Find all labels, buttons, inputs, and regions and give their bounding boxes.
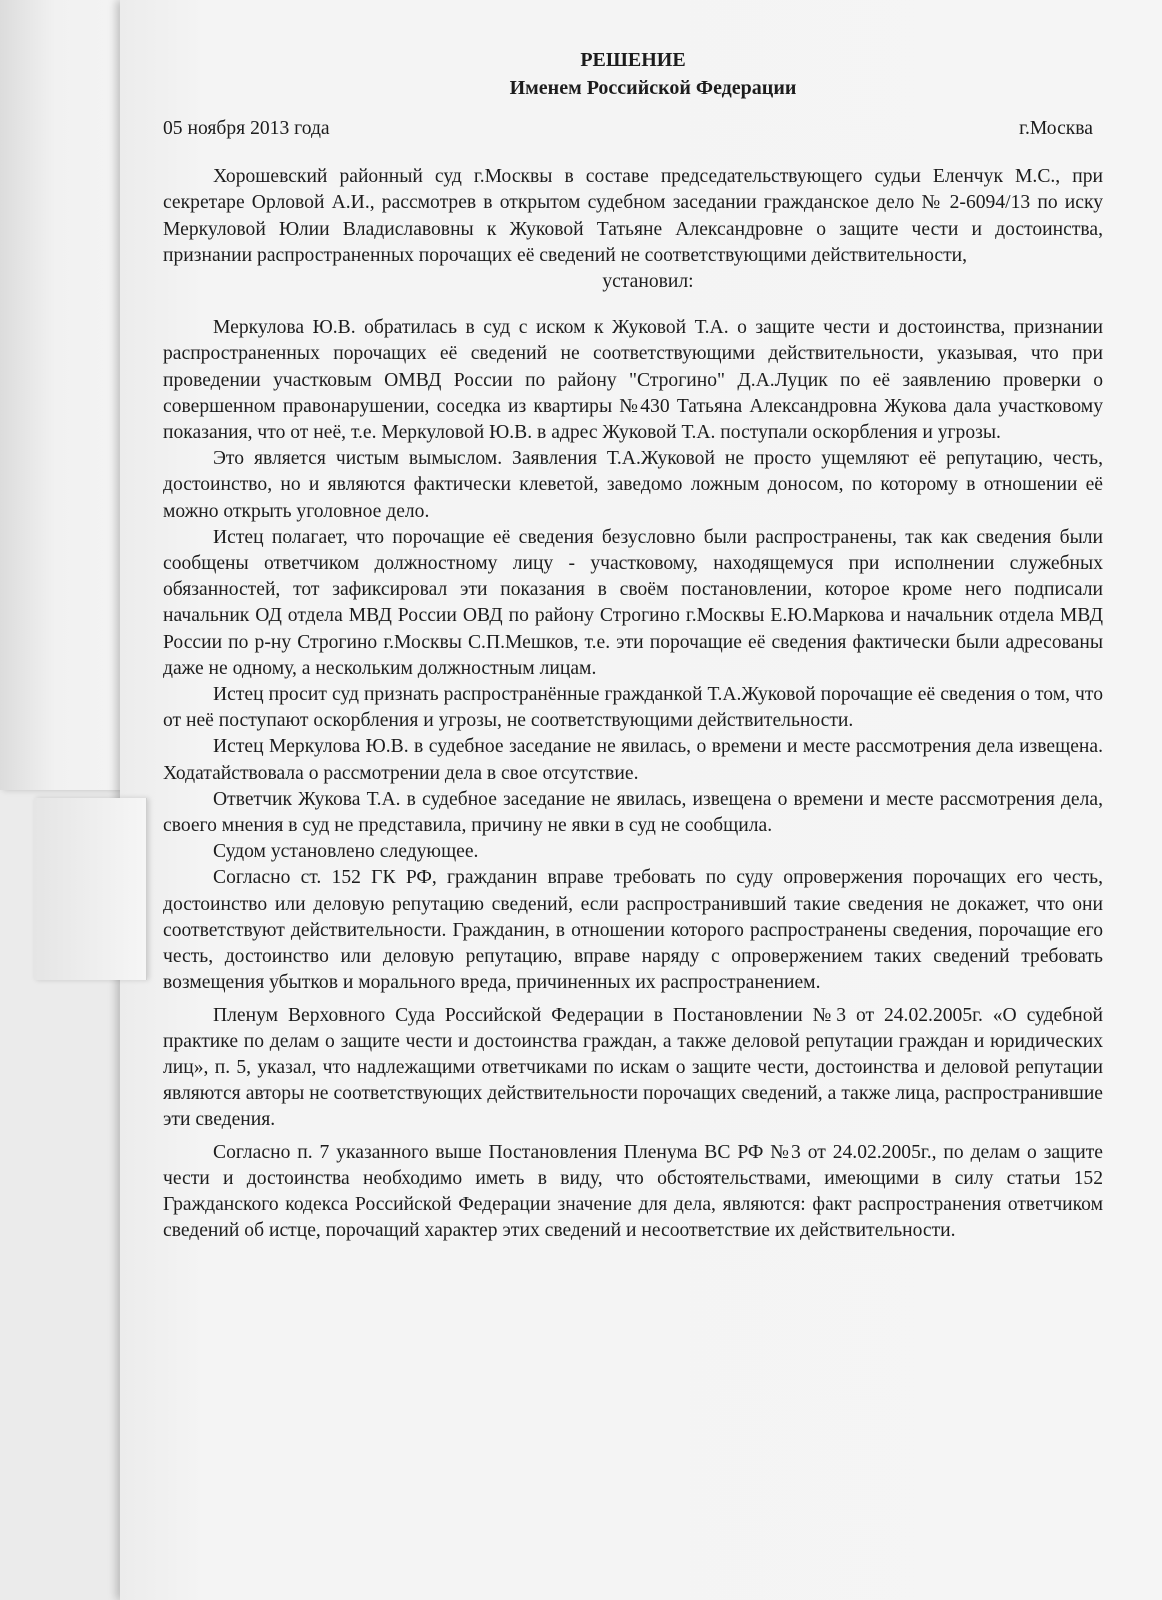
paragraph-request: Истец просит суд признать распространённые гражданкой Т.А.Жуковой порочащие её сведения о том, что от неё поступают оскорбления и угрозы, не соответствующими действительности. — [163, 684, 1103, 732]
decision-city: г.Москва — [1019, 118, 1093, 139]
paragraph-article-152: Согласно ст. 152 ГК РФ, гражданин вправе требовать по суду опровержения порочащих его честь, достоинство или деловую репутацию сведений, если распространивший такие сведения не докажет, что они соответствуют действительности. Гражданин, в отношении которого распространены сведения, порочащие его честь, достоинство или деловую репутацию, вправе наряду с опровержением таких сведений требовать возмещения убытков и морального вреда, причиненных их распространением. — [163, 867, 1103, 994]
paragraph-court-finds: Судом установлено следующее. — [213, 841, 479, 863]
document-title: РЕШЕНИЕ — [580, 49, 686, 71]
folded-paper-strip-bottom — [34, 798, 147, 980]
paragraph-plaintiff-absent: Истец Меркулова Ю.В. в судебное заседание не явилась, о времени и месте рассмотрения дела извещена. Ходатайствовала о рассмотрении дела в свое отсутствие. — [163, 736, 1103, 784]
intro-paragraph: Хорошевский районный суд г.Москвы в составе председательствующего судьи Еленчук М.С., при секретаре Орловой А.И., рассмотрев в открытом судебном заседании гражданское дело № 2-6094/13 по иску Меркуловой Юлии Владиславовны к Жуковой Татьяне Александровне о защите чести и достоинства, признании распространенных порочащих её сведений не соответствующими действительности, — [163, 166, 1103, 266]
document-subtitle: Именем Российской Федерации — [509, 77, 797, 99]
folded-paper-strip-top — [0, 0, 139, 790]
paragraph-fiction: Это является чистым вымыслом. Заявления Т.А.Жуковой не просто ущемляют её репутацию, честь, достоинство, но и являются фактически клеветой, заведомо ложным доносом, по которому в отношении её можно открыть уголовное дело. — [163, 448, 1103, 522]
established-heading: установил: — [602, 271, 694, 293]
decision-date: 05 ноября 2013 года — [163, 118, 330, 139]
paragraph-plenum-p7: Согласно п. 7 указанного выше Постановления Пленума ВС РФ №3 от 24.02.2005г., по делам о защите чести и достоинства необходимо иметь в виду, что обстоятельствами, имеющими в силу статьи 152 Гражданского кодекса Российской Федерации значение для дела, являются: факт распространения ответчиком сведений об истце, порочащий характер этих сведений и несоответствие их действительности. — [163, 1141, 1103, 1242]
paragraph-claim: Меркулова Ю.В. обратилась в суд с иском к Жуковой Т.А. о защите чести и достоинства, признании распространенных порочащих её сведений не соответствующими действительности, указывая, что при проведении участковым ОМВД России по району "Строгино" Д.А.Луцик по её заявлению проверки о совершенном правонарушении, соседка из квартиры №430 Татьяна Александровна Жукова дала участковому показания, что от неё, т.е. Меркуловой Ю.В. в адрес Жуковой Т.А. поступали оскорбления и угрозы. — [163, 317, 1103, 444]
date-city-line — [163, 116, 1103, 142]
paragraph-distribution: Истец полагает, что порочащие её сведения безусловно были распространены, так как сведения были сообщены ответчиком должностному лицу - участковому, находящемуся при исполнении служебных обязанностей, тот зафиксировал эти показания в своём постановлении, которое кроме него подписали начальник ОД отдела МВД России ОВД по району Строгино г.Москвы Е.Ю.Маркова и начальник отдела МВД России по р-ну Строгино г.Москвы С.П.Мешков, т.е. эти порочащие её сведения фактически были адресованы даже не одному, а нескольким должностным лицам. — [163, 526, 1103, 679]
document-body — [163, 46, 1103, 1244]
paragraph-plenum-p5: Пленум Верховного Суда Российской Федерации в Постановлении №3 от 24.02.2005г. «О судебной практике по делам о защите чести и достоинства граждан, а также деловой репутации граждан и юридических лиц», п. 5, указал, что надлежащими ответчиками по искам о защите чести, достоинства и деловой репутации являются авторы не соответствующих действительности порочащих сведений, а также лица, распространившие эти сведения. — [163, 1004, 1103, 1131]
paragraph-defendant-absent: Ответчик Жукова Т.А. в судебное заседание не явилась, извещена о времени и месте рассмотрения дела, своего мнения в суд не представила, причину не явки в суд не сообщила. — [163, 788, 1103, 837]
